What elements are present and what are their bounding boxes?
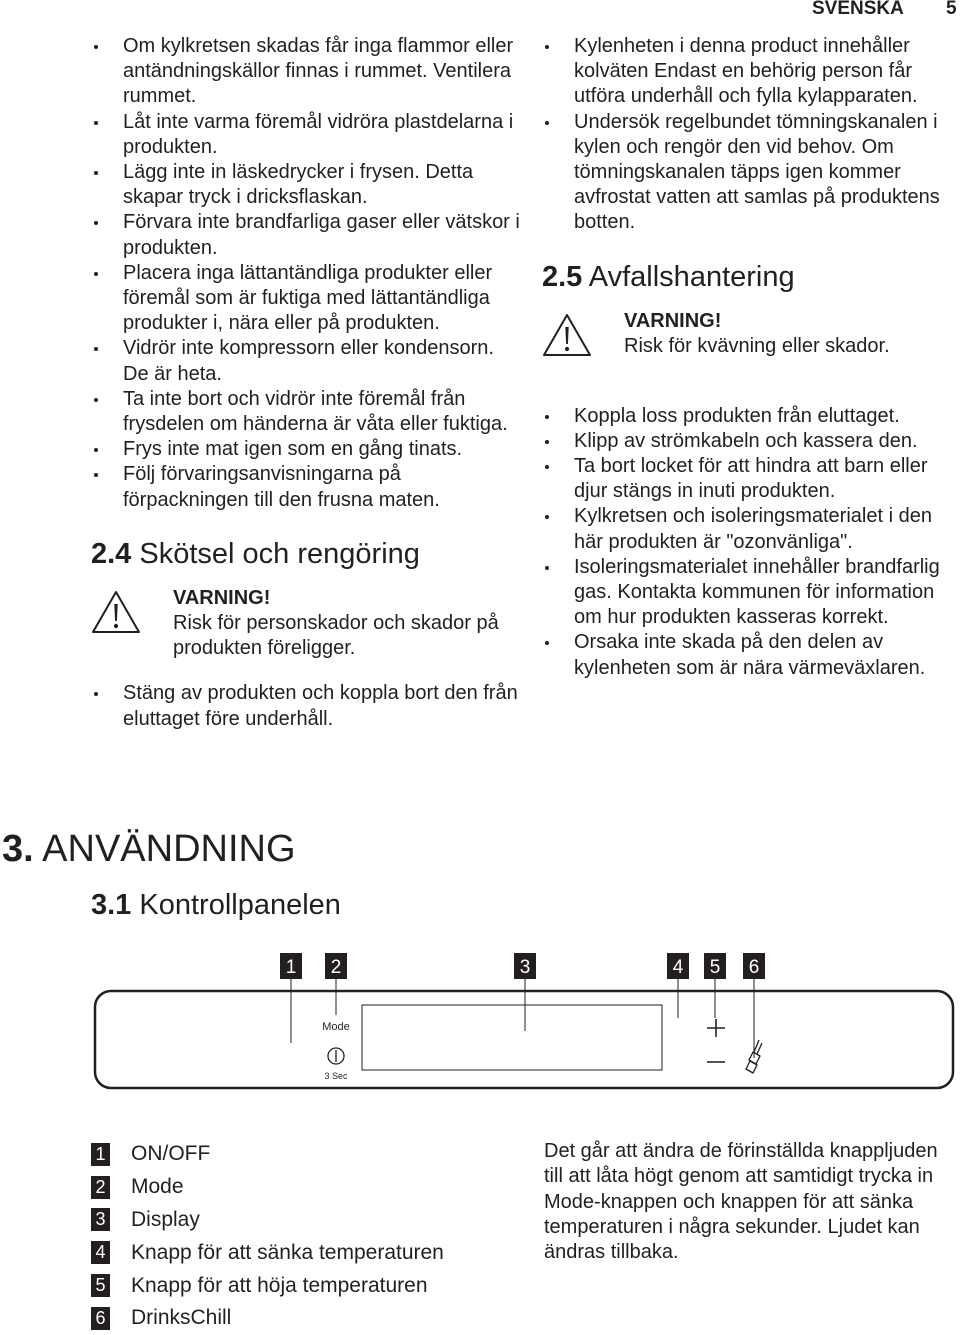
legend-label: Display — [131, 1207, 200, 1231]
chapter-heading — [2, 828, 296, 870]
list-item: Lägg inte in läskedrycker i frysen. Detta skapar tryck i dricksflaskan. — [91, 160, 521, 210]
legend-number: 6 — [91, 1307, 110, 1330]
list-item: Vidrör inte kompressorn eller kondensorn. De är heta. — [91, 336, 521, 386]
chapter-number: 3. — [2, 828, 34, 870]
left-column — [91, 34, 521, 732]
legend-label: Knapp för att sänka temperaturen — [131, 1240, 444, 1264]
legend-number: 1 — [91, 1143, 110, 1166]
legend-number: 5 — [91, 1274, 110, 1297]
chapter-title: ANVÄNDNING — [42, 828, 296, 870]
section-number: 2.4 — [91, 537, 132, 570]
page-number: 5 — [946, 0, 957, 19]
legend-label: ON/OFF — [131, 1142, 211, 1166]
legend-row — [91, 1302, 444, 1335]
three-sec-label: 3 Sec — [324, 1071, 348, 1081]
control-panel-diagram — [90, 948, 956, 1090]
section-number: 2.5 — [542, 260, 583, 293]
callout-1 — [280, 953, 302, 1043]
maintenance-list — [91, 681, 521, 731]
legend-label: DrinksChill — [131, 1306, 232, 1330]
list-item: Om kylkretsen skadas får inga flammor eller antändningskällor finnas i rummet. Ventilera rummet. — [91, 34, 521, 110]
list-item: Orsaka inte skada på den delen av kylenheten som är nära värmeväxlaren. — [542, 630, 960, 680]
legend-label: Mode — [131, 1175, 184, 1199]
list-item: Undersök regelbundet tömningskanalen i kylen och rengör den vid behov. Om tömningskanalen täpps igen kommer avfrostat vatten att samlas på produktens botten. — [542, 110, 960, 236]
power-icon[interactable] — [328, 1048, 344, 1064]
mode-label: Mode — [322, 1021, 350, 1033]
warning-icon — [91, 590, 141, 634]
svg-text:2: 2 — [330, 957, 342, 978]
right-column — [542, 34, 960, 681]
callout-6 — [743, 953, 765, 1058]
svg-text:5: 5 — [709, 957, 721, 978]
legend-row — [91, 1236, 444, 1269]
disposal-list — [542, 404, 960, 681]
display-area — [362, 1005, 662, 1070]
legend-row — [91, 1138, 444, 1171]
legend-number: 3 — [91, 1208, 110, 1231]
warning-box — [91, 586, 521, 662]
section-title: Avfallshantering — [588, 260, 795, 293]
control-legend — [91, 1138, 444, 1335]
callout-5 — [704, 953, 726, 1018]
warning-title: VARNING! — [624, 309, 722, 332]
section-number: 3.1 — [91, 889, 132, 921]
callout-2 — [325, 953, 347, 1015]
section-heading-2-5 — [542, 260, 960, 294]
warning-icon — [542, 313, 592, 357]
list-item: Klipp av strömkabeln och kassera den. — [542, 429, 960, 454]
plus-icon[interactable] — [707, 1019, 725, 1037]
list-item: Ta bort locket för att hindra att barn eller djur stängs in inuti produkten. — [542, 454, 960, 504]
safety-list-left — [91, 34, 521, 513]
svg-text:6: 6 — [748, 957, 760, 978]
safety-list-right — [542, 34, 960, 236]
svg-text:3: 3 — [519, 957, 531, 978]
legend-number: 4 — [91, 1241, 110, 1264]
list-item: Kylenheten i denna product innehåller kolväten Endast en behörig person får utföra underhåll och fylla kylapparaten. — [542, 34, 960, 110]
legend-label: Knapp för att höja temperaturen — [131, 1273, 428, 1297]
svg-text:4: 4 — [672, 957, 684, 978]
list-item: Placera inga lättantändliga produkter eller föremål som är fuktiga med lättantändliga produkter i, nära eller på produkten. — [91, 261, 521, 337]
section-heading-2-4 — [91, 537, 521, 571]
warning-title: VARNING! — [173, 586, 271, 609]
section-title: Kontrollpanelen — [139, 889, 341, 921]
list-item: Koppla loss produkten från eluttaget. — [542, 404, 960, 429]
list-item: Följ förvaringsanvisningarna på förpackningen till den frusna maten. — [91, 462, 521, 512]
section-title: Skötsel och rengöring — [139, 537, 420, 570]
legend-number: 2 — [91, 1176, 110, 1199]
legend-row — [91, 1171, 444, 1204]
list-item: Ta inte bort och vidrör inte föremål från frysdelen om händerna är våta eller fuktiga. — [91, 387, 521, 437]
section-heading-3-1 — [91, 888, 341, 922]
warning-box — [542, 309, 960, 384]
list-item: Stäng av produkten och koppla bort den från eluttaget före underhåll. — [91, 681, 521, 731]
list-item: Kylkretsen och isoleringsmaterialet i den här produkten är "ozonvänliga". — [542, 504, 960, 554]
list-item: Låt inte varma föremål vidröra plastdelarna i produkten. — [91, 110, 521, 160]
warning-text: Risk för kvävning eller skador. — [624, 334, 890, 357]
callout-4 — [667, 953, 689, 1018]
list-item: Isoleringsmaterialet innehåller brandfarlig gas. Kontakta kommunen för information om hur produkten kasseras korrekt. — [542, 555, 960, 631]
warning-text: Risk för personskador och skador på produkten föreligger. — [173, 612, 499, 660]
list-item: Frys inte mat igen som en gång tinats. — [91, 437, 521, 462]
panel-outline — [95, 991, 953, 1088]
legend-row — [91, 1204, 444, 1237]
sound-note: Det går att ändra de förinställda knappljuden till att låta högt genom att samtidigt trycka in Mode-knappen och knappen för att sänka temperaturen i några sekunder. Ljudet kan ändras tillbaka. — [544, 1140, 938, 1264]
list-item: Förvara inte brandfarliga gaser eller vätskor i produkten. — [91, 210, 521, 260]
legend-row — [91, 1269, 444, 1302]
page-header-language: SVENSKA — [812, 0, 904, 19]
svg-text:1: 1 — [285, 957, 297, 978]
